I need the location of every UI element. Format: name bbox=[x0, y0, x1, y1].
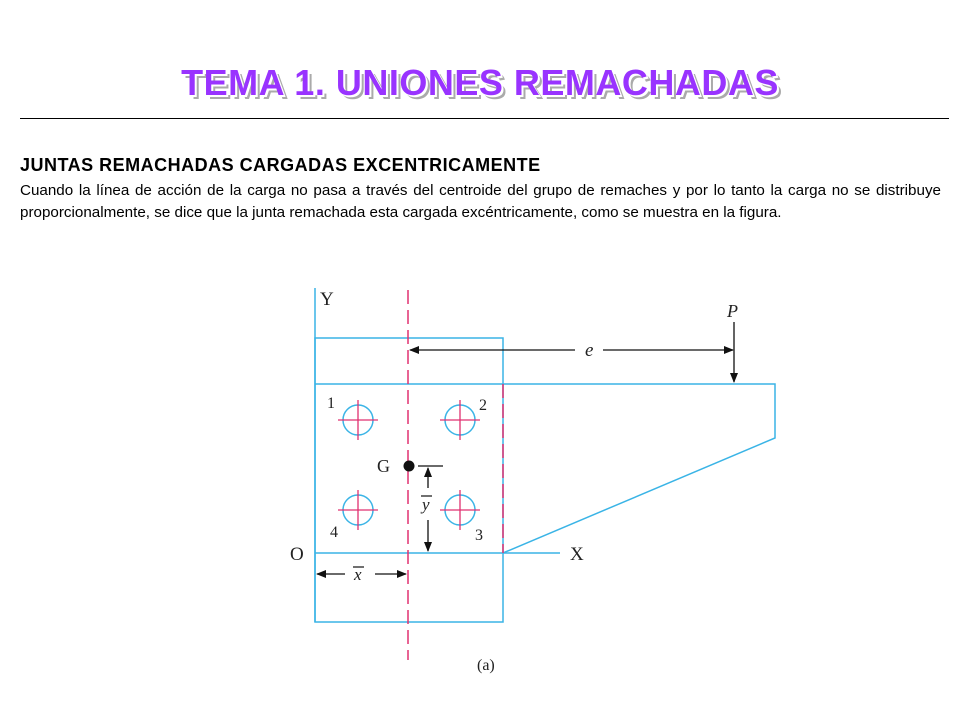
centroid-point bbox=[404, 461, 415, 472]
centroid-label: G bbox=[377, 456, 390, 476]
rivet-2-label: 2 bbox=[479, 397, 487, 414]
figure-caption: (a) bbox=[477, 657, 495, 674]
title-divider bbox=[20, 118, 949, 119]
column-plate bbox=[315, 338, 503, 622]
xbar-label: x bbox=[354, 565, 362, 584]
rivet-3-label: 3 bbox=[475, 527, 483, 544]
rivet-3 bbox=[440, 490, 480, 530]
section-heading: JUNTAS REMACHADAS CARGADAS EXCENTRICAMENTE bbox=[20, 155, 541, 175]
ybar-label: y bbox=[422, 495, 430, 514]
eccentricity-label: e bbox=[585, 340, 594, 361]
load-label: P bbox=[727, 301, 738, 321]
x-axis-label: X bbox=[570, 544, 584, 565]
rivet-2 bbox=[440, 400, 480, 440]
y-axis-label: Y bbox=[320, 289, 334, 310]
eccentric-joint-figure bbox=[280, 280, 780, 674]
rivet-1-label: 1 bbox=[327, 395, 335, 412]
rivet-4-label: 4 bbox=[330, 524, 338, 541]
origin-label: O bbox=[290, 544, 304, 565]
page-title: TEMA 1. UNIONES REMACHADAS bbox=[181, 62, 779, 103]
section-paragraph: Cuando la línea de acción de la carga no pasa a través del centroide del grupo de remaches y por lo tanto la carga no se distribuye proporcionalmente, se dice que la junta remachada esta cargada excéntricamente, como se muestra en la figura. bbox=[20, 182, 941, 221]
rivet-4 bbox=[338, 490, 378, 530]
rivet-1 bbox=[338, 400, 378, 440]
